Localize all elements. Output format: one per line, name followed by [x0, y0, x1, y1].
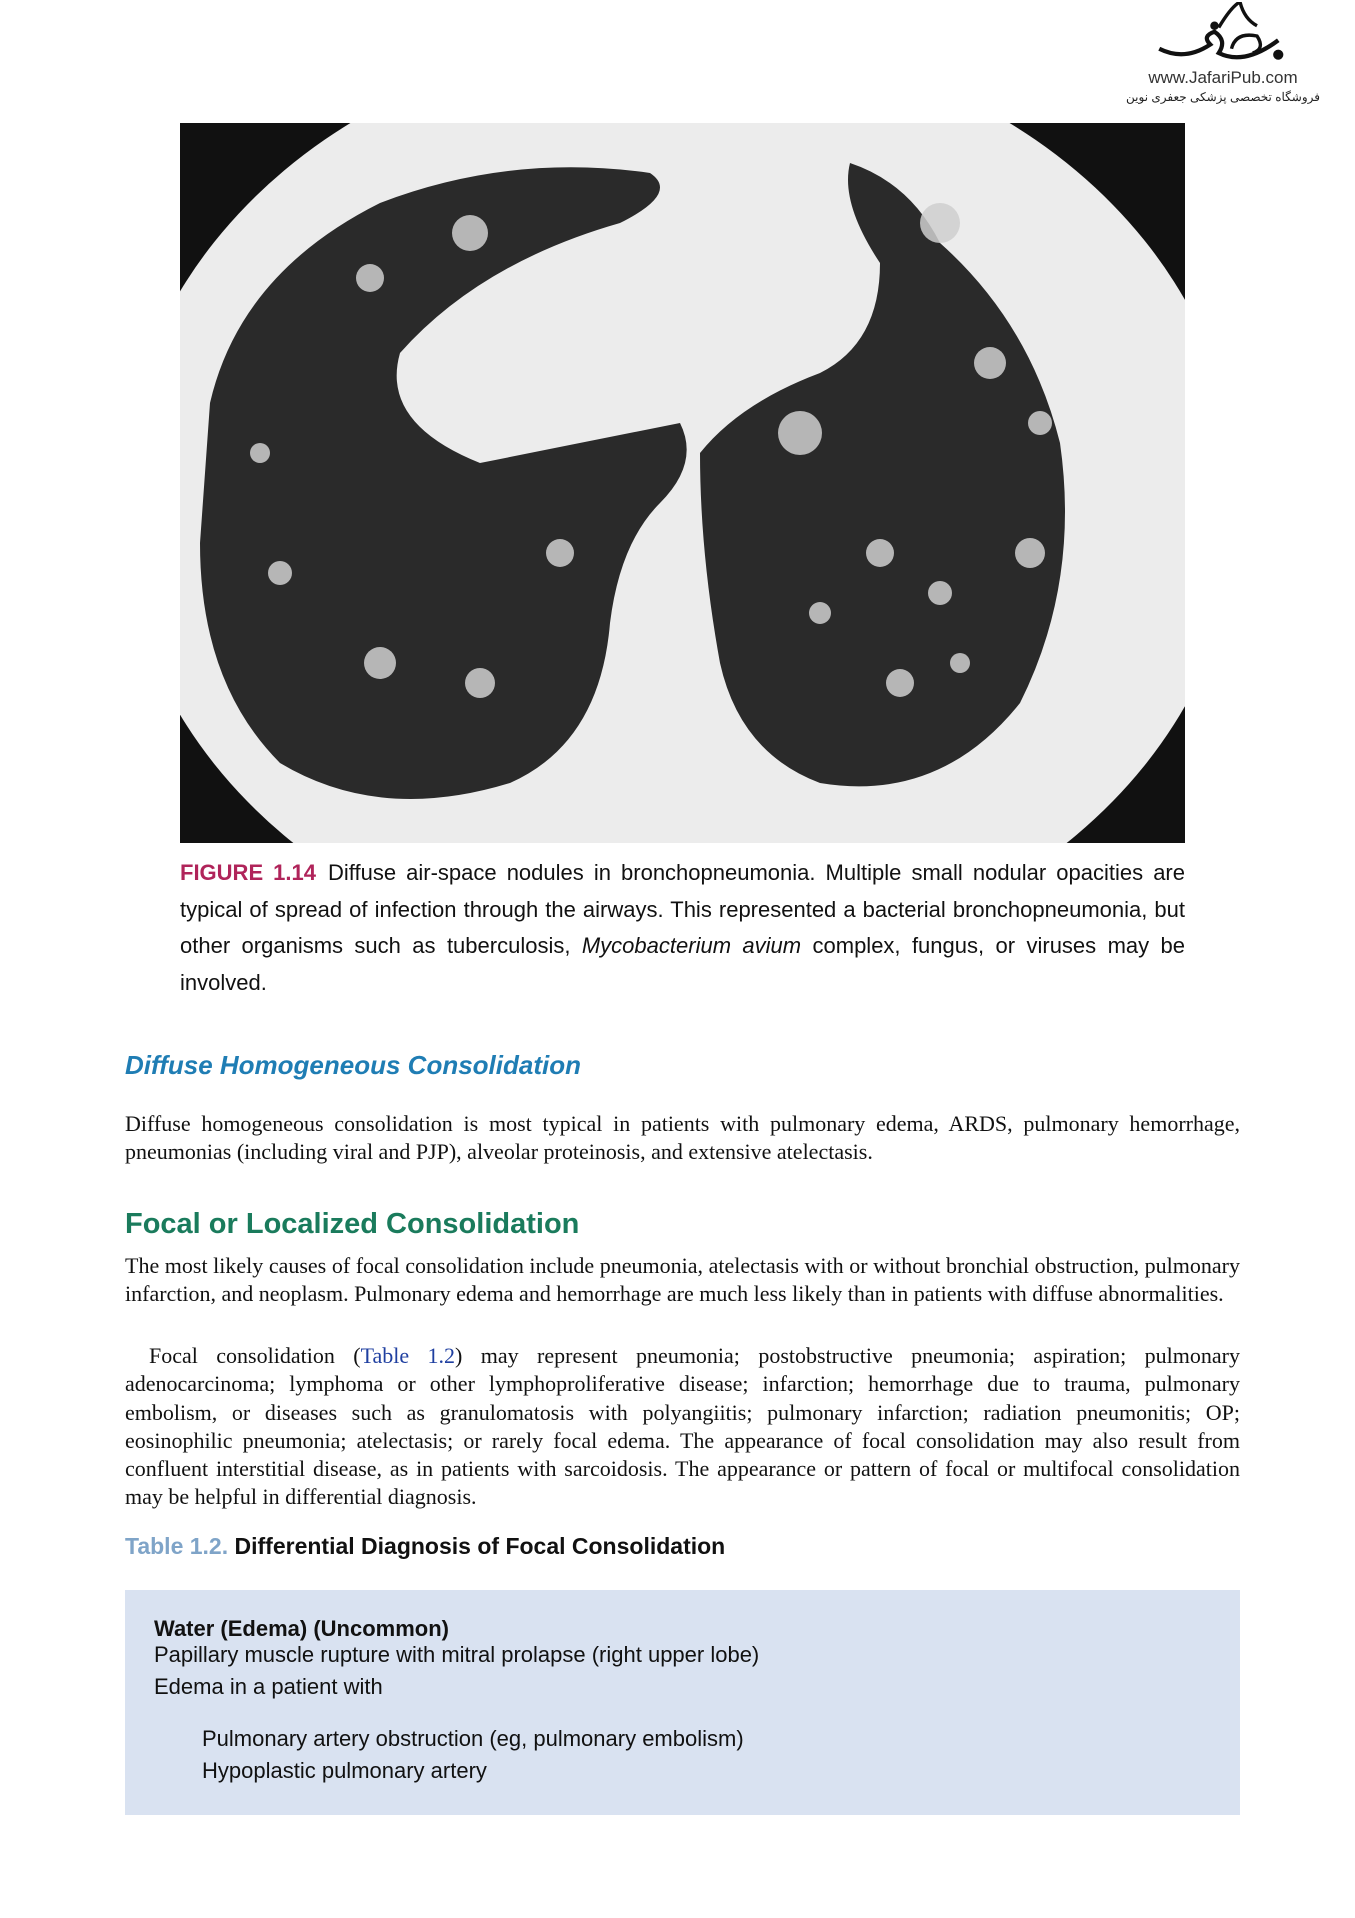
caption-text-end: complex, fungus, or viruses may be involved. [180, 933, 1186, 995]
table-number: Table 1.2. [125, 1533, 229, 1559]
section-paragraph: The most likely causes of focal consolidation include pneumonia, atelectasis with or without bronchial obstruction, pulmonary infarction, and neoplasm. Pulmonary edema and hemorrhage are much less likely than in patients with diffuse abnormalities. [125, 1253, 1240, 1307]
figure-label: FIGURE 1.14 [180, 860, 316, 885]
logo-tagline: فروشگاه تخصصی پزشکی جعفری نوین [1126, 90, 1320, 104]
table-row: Hypoplastic pulmonary artery [202, 1758, 487, 1783]
section-paragraph: Diffuse homogeneous consolidation is most typical in patients with pulmonary edema, ARDS, pulmonary hemorrhage, pneumonias (including viral and PJP), alveolar proteinosis, and extensive atelectasis. [125, 1111, 1240, 1165]
section-paragraph [125, 1342, 1240, 1512]
logo-url: www.JafariPub.com [1148, 68, 1298, 87]
table-row: Pulmonary artery obstruction (eg, pulmonary embolism) [202, 1726, 744, 1751]
table-row: Papillary muscle rupture with mitral prolapse (right upper lobe) [154, 1642, 760, 1667]
section-heading-diffuse: Diffuse Homogeneous Consolidation [125, 1050, 581, 1080]
table-row: Edema in a patient with [154, 1674, 383, 1699]
table-caption [125, 1533, 725, 1560]
ct-scan-image [180, 123, 1185, 843]
text: ) may represent pneumonia; postobstructive pneumonia; aspiration; pulmonary adenocarcinoma; lymphoma or other lymphoproliferative disease; infarction; hemorrhage due to trauma, pulmonary embolism, or diseases such as granulomatosis with polyangiitis; pulmonary infarction; radiation pneumonitis; OP; eosinophilic pneumonia; atelectasis; or rarely focal edema. The appearance of focal consolidation may also result from confluent interstitial disease, as in patients with sarcoidosis. The appearance or pattern of focal or multifocal consolidation may be helpful in differential diagnosis. [125, 1343, 1241, 1510]
text: Focal consolidation ( [149, 1343, 361, 1368]
figure-caption [180, 855, 1185, 1001]
table-reference-link[interactable]: Table 1.2 [360, 1343, 456, 1368]
logo-calligraphy-icon [1148, 2, 1298, 70]
table-title: Differential Diagnosis of Focal Consolidation [234, 1533, 726, 1559]
caption-italic: Mycobacterium avium [581, 933, 802, 958]
publisher-logo [1108, 2, 1338, 106]
table-heading: Water (Edema) (Uncommon) [154, 1616, 449, 1641]
caption-text: Diffuse air-space nodules in bronchopneumonia. Multiple small nodular opacities are typical of spread of infection through the airways. This represented a bacterial bronchopneumonia, but other organisms such as tuberculosis, [180, 860, 1185, 958]
section-heading-focal: Focal or Localized Consolidation [125, 1208, 580, 1240]
table-box [125, 1590, 1240, 1815]
